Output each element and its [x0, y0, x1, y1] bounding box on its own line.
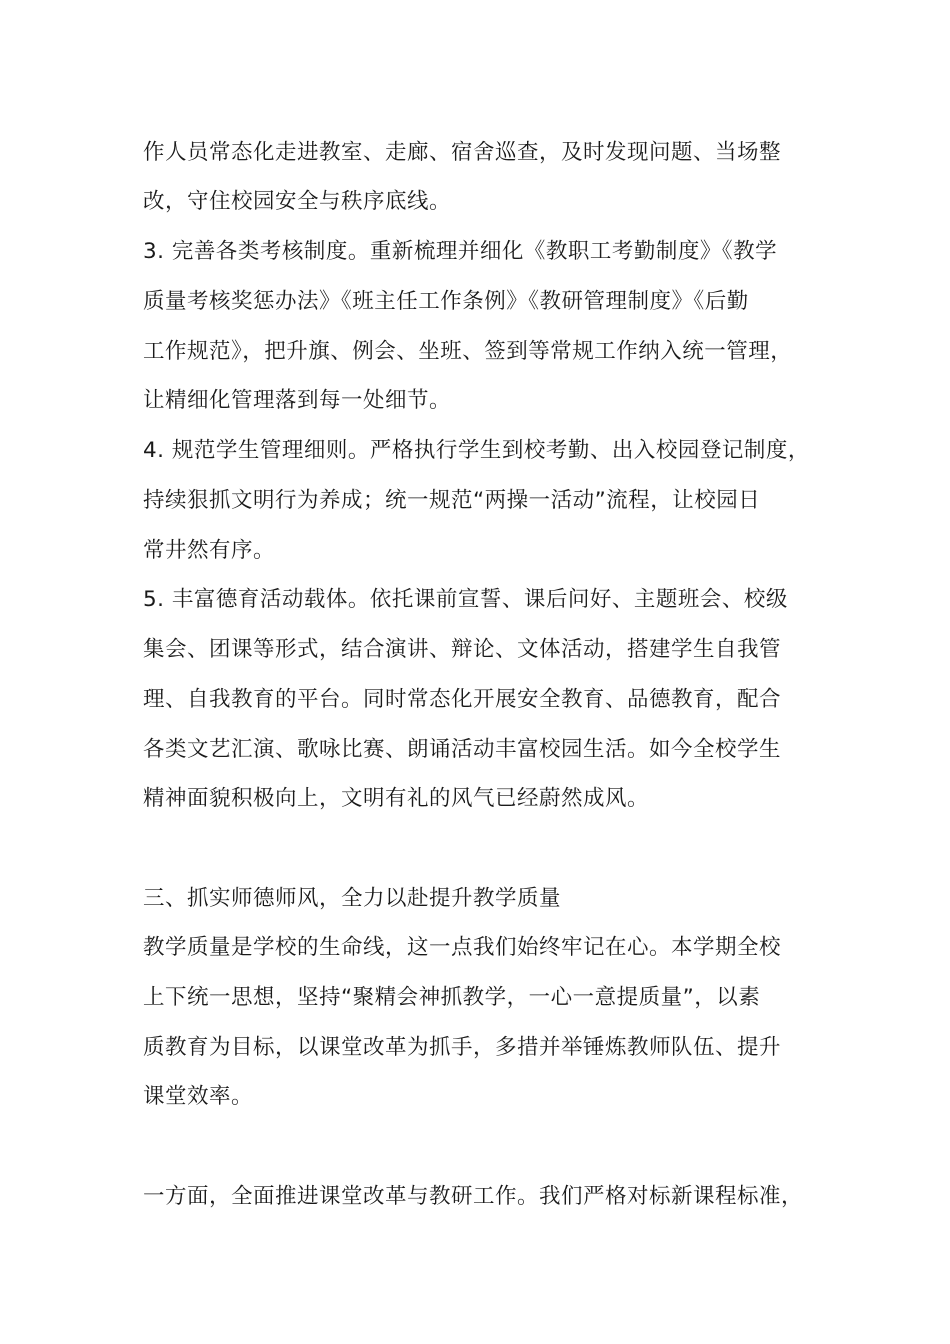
text-line: 集会、团课等形式，结合演讲、辩论、文体活动，搭建学生自我管 — [143, 637, 782, 662]
text-line: 课堂效率。 — [143, 1084, 254, 1109]
text-line: 工作规范》，把升旗、例会、坐班、签到等常规工作纳入统一管理， — [143, 339, 793, 364]
text-line: 精神面貌积极向上，文明有礼的风气已经蔚然成风。 — [143, 786, 650, 811]
text-line: 常井然有序。 — [143, 538, 276, 563]
text-line: 理、自我教育的平台。同时常态化开展安全教育、品德教育，配合 — [143, 687, 782, 712]
list-item-5: 5. 丰富德育活动载体。依托课前宣誓、课后问好、主题班会、校级 — [143, 587, 788, 612]
text-line: 改，守住校园安全与秩序底线。 — [143, 189, 452, 214]
text-line: 一方面，全面推进课堂改革与教研工作。我们严格对标新课程标准， — [143, 1184, 804, 1209]
section-heading: 三、抓实师德师风，全力以赴提升教学质量 — [143, 886, 562, 911]
text-line: 作人员常态化走进教室、走廊、宿舍巡查，及时发现问题、当场整 — [143, 140, 782, 165]
text-line: 上下统一思想，坚持“聚精会神抓教学，一心一意提质量”，以素 — [143, 985, 761, 1010]
text-line: 持续狠抓文明行为养成；统一规范“两操一活动”流程，让校园日 — [143, 488, 761, 513]
text-line: 各类文艺汇演、歌咏比赛、朗诵活动丰富校园生活。如今全校学生 — [143, 737, 782, 762]
text-line: 让精细化管理落到每一处细节。 — [143, 388, 452, 413]
list-item-4: 4. 规范学生管理细则。严格执行学生到校考勤、出入校园登记制度， — [143, 438, 810, 463]
text-line: 教学质量是学校的生命线，这一点我们始终牢记在心。本学期全校 — [143, 935, 782, 960]
text-line: 质教育为目标，以课堂改革为抓手，多措并举锤炼教师队伍、提升 — [143, 1035, 782, 1060]
text-line: 质量考核奖惩办法》《班主任工作条例》《教研管理制度》《后勤 — [143, 289, 749, 314]
list-item-3: 3. 完善各类考核制度。重新梳理并细化《教职工考勤制度》《教学 — [143, 239, 778, 264]
